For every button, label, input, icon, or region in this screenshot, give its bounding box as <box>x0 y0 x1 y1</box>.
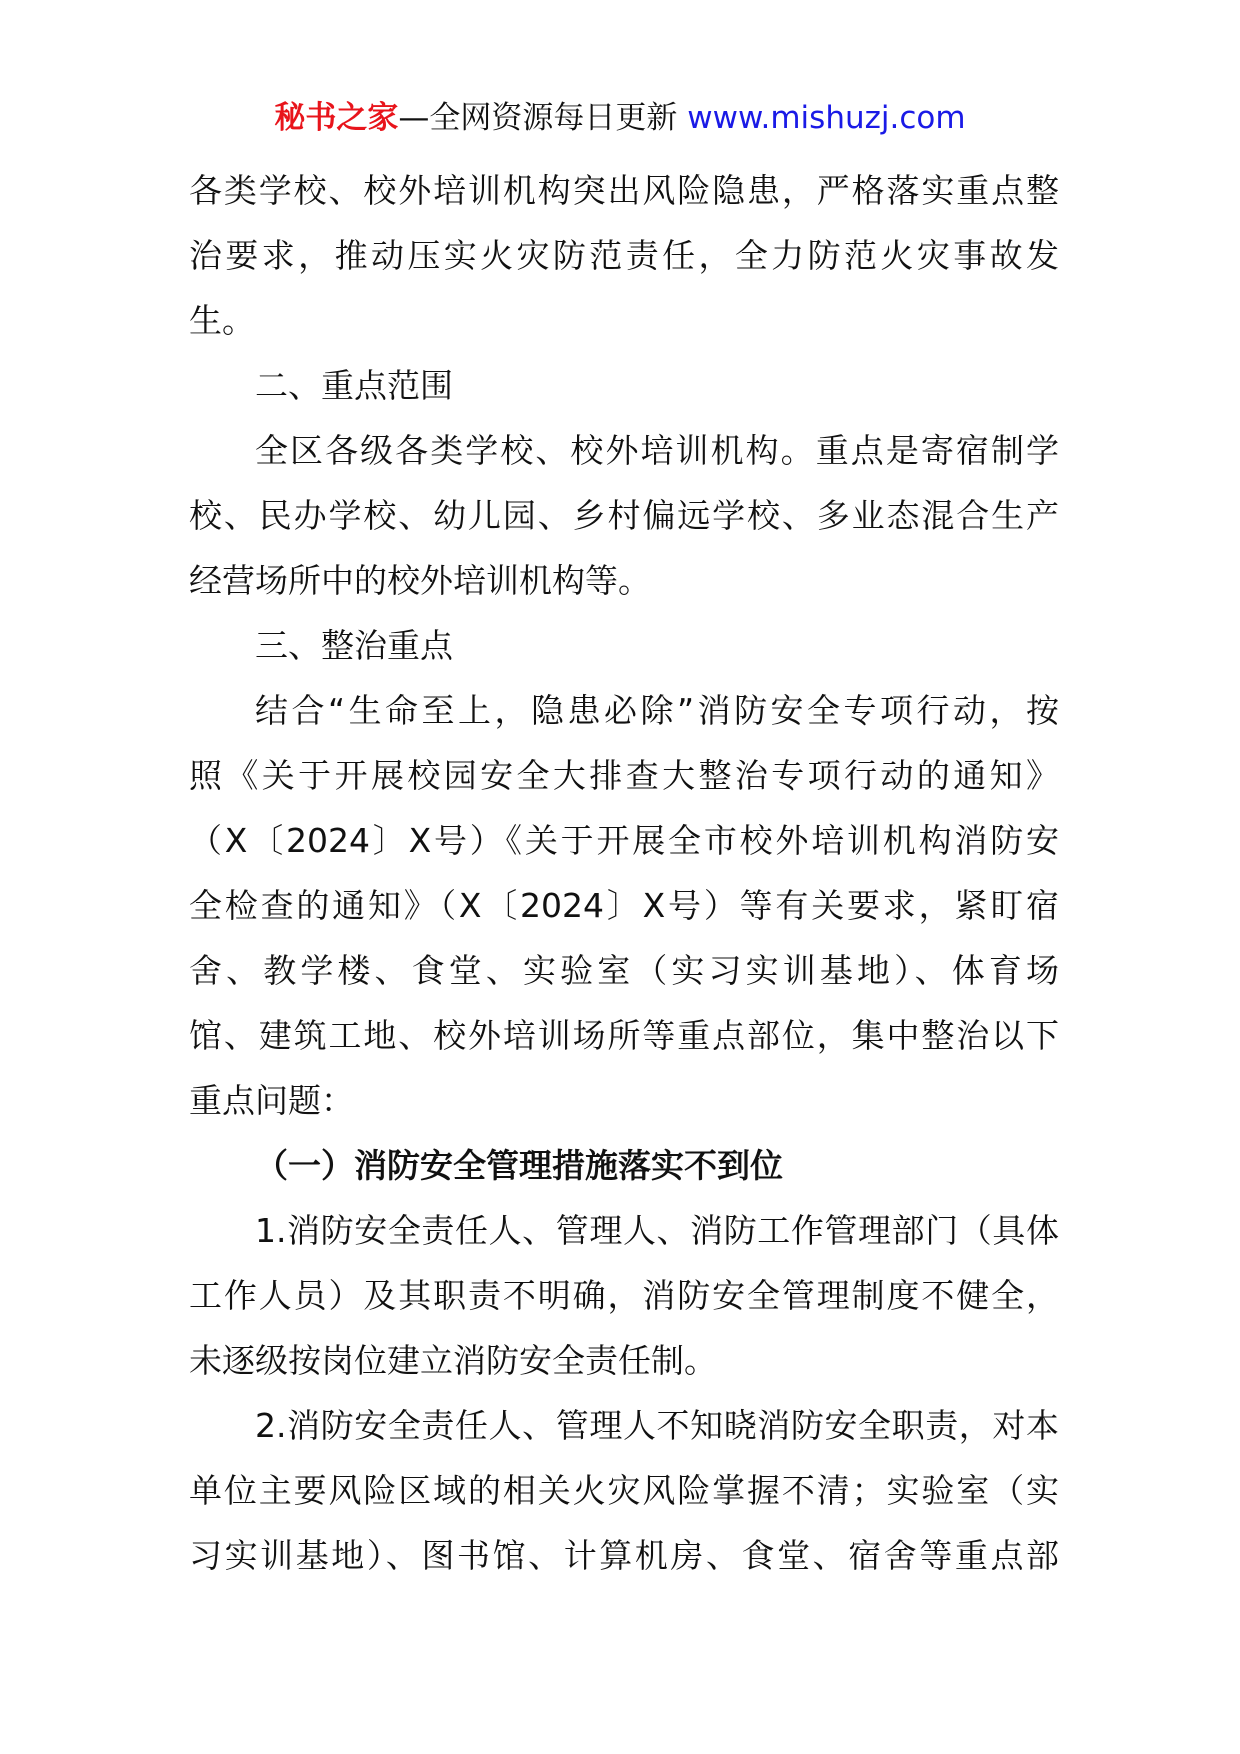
section-heading: 二、重点范围 <box>255 366 453 405</box>
paragraph-line: 1.消防安全责任人、管理人、消防工作管理部门（具体 <box>255 1211 1059 1250</box>
paragraph-line: 校、民办学校、幼儿园、乡村偏远学校、多业态混合生产 <box>189 496 1059 535</box>
paragraph-line: 生。 <box>189 301 255 340</box>
paragraph-line: 舍、教学楼、食堂、实验室（实习实训基地）、体育场 <box>189 951 1059 990</box>
paragraph-line: 全检查的通知》（X〔2024〕X号）等有关要求，紧盯宿 <box>189 886 1059 925</box>
paragraph-line: 重点问题： <box>189 1081 354 1120</box>
site-watermark-header <box>0 98 1240 138</box>
paragraph-line: 照《关于开展校园安全大排查大整治专项行动的通知》 <box>189 756 1059 795</box>
paragraph-line: 治要求，推动压实火灾防范责任，全力防范火灾事故发 <box>189 236 1059 275</box>
paragraph-line: 习实训基地）、图书馆、计算机房、食堂、宿舍等重点部 <box>189 1536 1059 1575</box>
paragraph-line: 未逐级按岗位建立消防安全责任制。 <box>189 1341 717 1380</box>
subsection-heading: （一）消防安全管理措施落实不到位 <box>255 1146 783 1185</box>
paragraph-line: 馆、建筑工地、校外培训场所等重点部位，集中整治以下 <box>189 1016 1059 1055</box>
paragraph-line: （X〔2024〕X号）《关于开展全市校外培训机构消防安 <box>189 821 1059 860</box>
paragraph-line: 全区各级各类学校、校外培训机构。重点是寄宿制学 <box>255 431 1059 470</box>
paragraph-line: 工作人员）及其职责不明确，消防安全管理制度不健全， <box>189 1276 1059 1315</box>
paragraph-line: 各类学校、校外培训机构突出风险隐患，严格落实重点整 <box>189 171 1059 210</box>
brand-name: 秘书之家 <box>274 100 399 136</box>
paragraph-line: 2.消防安全责任人、管理人不知晓消防安全职责，对本 <box>255 1406 1059 1445</box>
paragraph-line: 经营场所中的校外培训机构等。 <box>189 561 651 600</box>
header-tagline: —全网资源每日更新 <box>398 100 678 136</box>
section-heading: 三、整治重点 <box>255 626 453 665</box>
paragraph-line: 单位主要风险区域的相关火灾风险掌握不清；实验室（实 <box>189 1471 1059 1510</box>
site-url: www.mishuzj.com <box>687 100 966 136</box>
paragraph-line: 结合“生命至上，隐患必除”消防安全专项行动，按 <box>255 691 1059 730</box>
document-body <box>189 158 1059 1588</box>
